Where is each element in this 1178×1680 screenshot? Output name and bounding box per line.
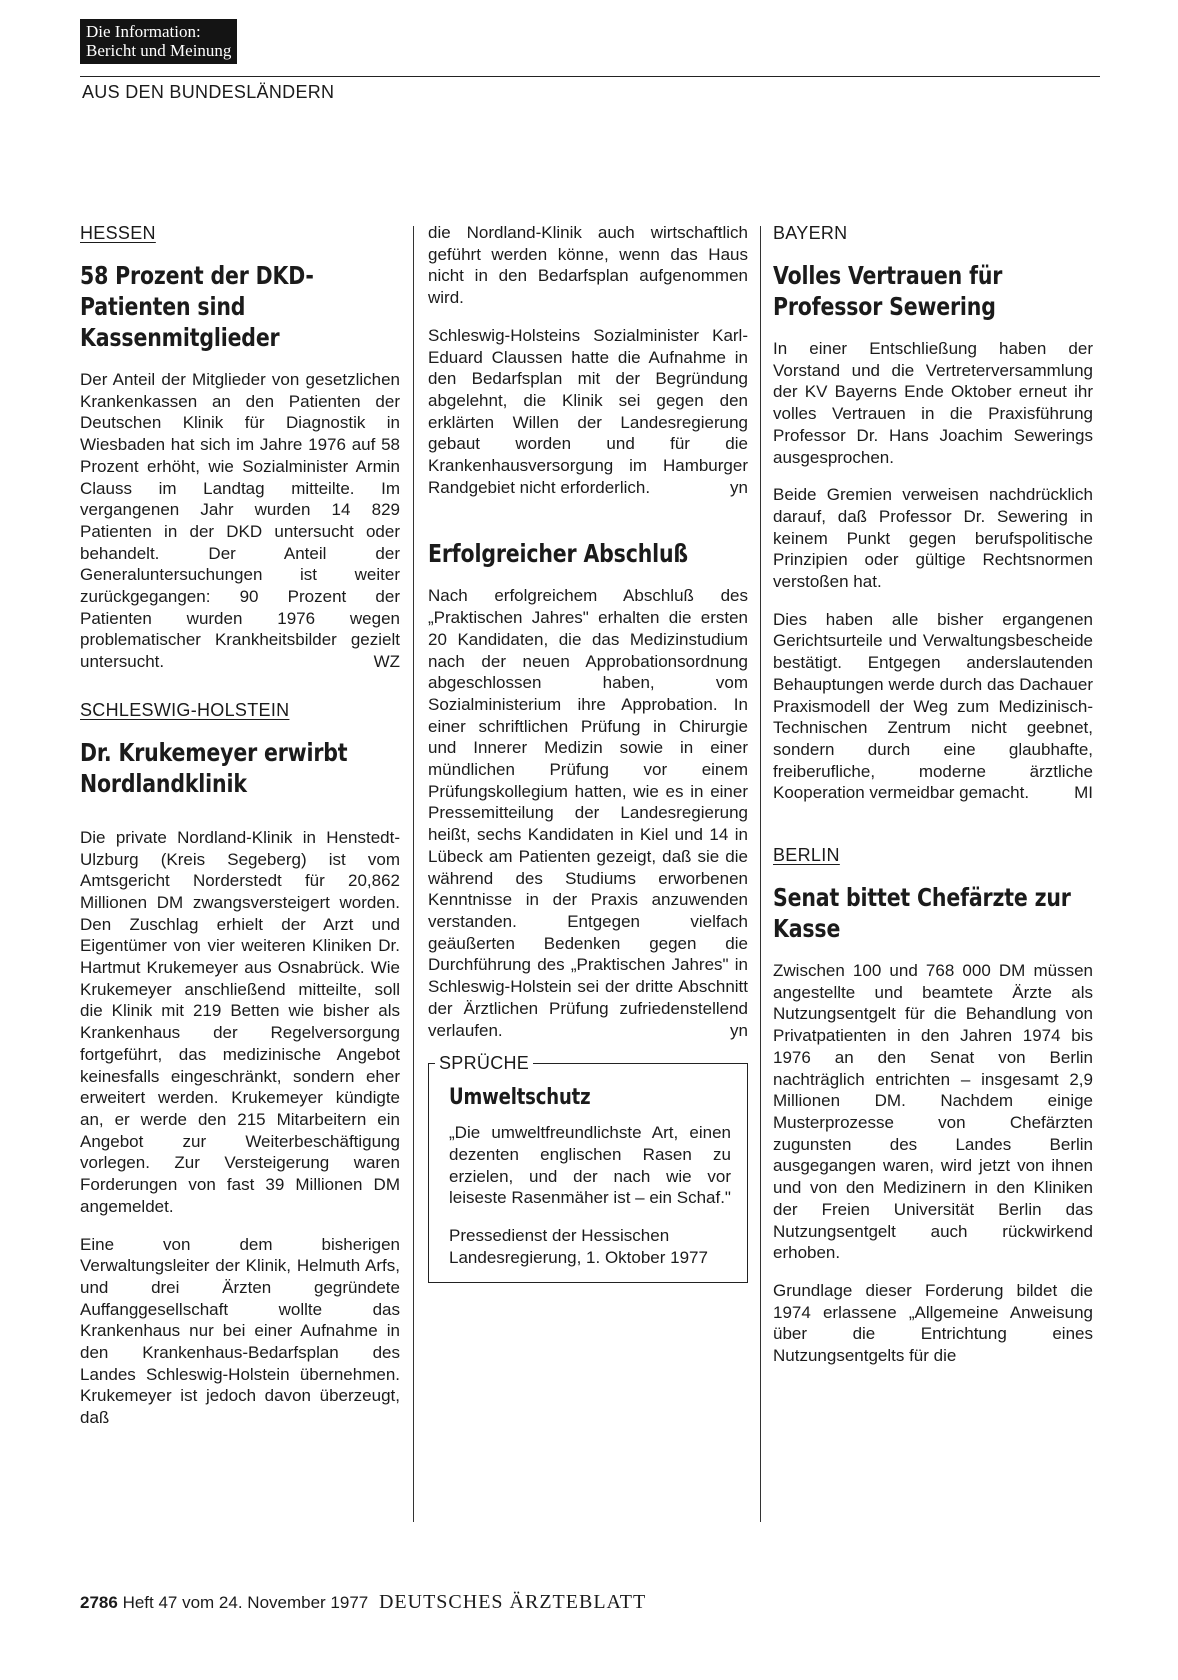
- schleswig-continuation: die Nordland-Klinik auch wirtschaftlich geführt werden könne, wenn das Haus nicht in den Bedarfsplan aufgenommen wird.: [428, 223, 748, 308]
- bayern-text: Dies haben alle bisher ergangenen Gerichtsurteile und Verwaltungsbescheide bestätigt. Entgegen anderslautenden Behauptungen werde durch das Dachauer Praxismodell der Weg zum Medizinisch-Technischen Zentrum nicht geebnet, sondern durch eine glaubhafte, freiberufliche, moderne ärztliche Kooperation vermeidbar gemacht.: [773, 609, 1093, 803]
- column-2: [428, 222, 748, 1283]
- hessen-kicker: HESSEN: [80, 223, 156, 243]
- bayern-signature: MI: [1074, 783, 1093, 803]
- schleswig-paragraph: Eine von dem bisherigen Verwaltungsleiter der Klinik, Helmuth Arfs, und drei Ärzten gegründete Auffanggesellschaft wollte das Krankenhaus nur bei einer Aufnahme in den Krankenhaus-Bedarfsplan des Landes Schleswig-Holstein übernehmen. Krukemeyer ist jedoch davon überzeugt, daß: [80, 1234, 400, 1428]
- hessen-signature: WZ: [373, 652, 400, 672]
- schleswig-signature: yn: [730, 477, 748, 497]
- berlin-headline: Senat bittet Chefärzte zur Kasse: [773, 883, 1071, 944]
- column-divider: [413, 226, 414, 1522]
- rubric-line-1: Die Information:: [86, 22, 201, 41]
- hessen-paragraph: [80, 369, 400, 673]
- berlin-paragraph: Grundlage dieser Forderung bildet die 1974 erlassene „Allgemeine Anweisung über die Entrichtung eines Nutzungsentgelts für die: [773, 1280, 1093, 1366]
- page-footer: [80, 1591, 646, 1614]
- abschluss-text: Nach erfolgreichem Abschluß des „Praktischen Jahres" erhalten die ersten 20 Kandidaten, die das Medizinstudium nach der neuen Approbationsordnung abgeschlossen haben, vom Sozialministerium ihre Approbation. In einer schriftlichen Prüfung in Chirurgie und Innerer Medizin sowie in einer mündlichen Prüfung vor einem Prüfungskollegium hatten, wie es in einer Pressemitteilung der Landesregierung heißt, sechs Kandidaten in Kiel und 14 in Lübeck am Patienten gezeigt, daß sie die während des Studiums erworbenen Kenntnisse in der Praxis anzuwenden verstanden. Entgegen vielfach geäußerten Bedenken gegen die Durchführung des „Praktischen Jahres" in Schleswig-Holstein sei der dritte Abschnitt der Ärztlichen Prüfung zufriedenstellend verlaufen.: [428, 586, 748, 1040]
- bayern-paragraph: In einer Entschließung haben der Vorstand und die Vertreterversammlung der KV Bayerns Ende Oktober erneut ihr volles Vertrauen in die Praxisführung Professor Dr. Hans Joachim Sewerings ausgesprochen.: [773, 339, 1093, 467]
- issue-info: Heft 47 vom 24. November 1977: [122, 1593, 369, 1612]
- rubric-badge: [80, 19, 237, 64]
- schleswig-paragraph: Die private Nordland-Klinik in Henstedt-Ulzburg (Kreis Segeberg) ist vom Amtsgericht Norderstedt für 20,862 Millionen DM zwangsversteigert worden. Den Zuschlag erhielt der Arzt und Eigentümer von vier weiteren Kliniken Dr. Hartmut Krukemeyer aus Osnabrück. Wie Krukemeyer anschließend mitteilte, soll die Klinik mit 219 Betten wie bisher als Krankenhaus der Regelversorgung fortgeführt, das medizinische Angebot keinesfalls eingeschränkt, sondern eher erweitert werden. Krukemeyer kündigte an, er werde den 215 Mitarbeitern ein Angebot zur Weiterbeschäftigung vorlegen. Zur Versteigerung waren Forderungen von fast 39 Millionen DM angemeldet.: [80, 827, 400, 1216]
- bayern-headline: Volles Vertrauen für Professor Sewering: [773, 261, 1003, 321]
- top-rule: [80, 76, 1100, 77]
- bayern-paragraph: [773, 609, 1093, 804]
- section-heading: AUS DEN BUNDESLÄNDERN: [82, 82, 335, 102]
- hessen-text: Der Anteil der Mitglieder von gesetzlichen Krankenkassen an den Patienten der Deutschen Klinik für Diagnostik in Wiesbaden hat sich im Jahre 1976 auf 58 Prozent erhöht, wie Sozialminister Armin Clauss im Landtag mitteilte. Im vergangenen Jahr wurden 14 829 Patienten in der DKD untersucht oder behandelt. Der Anteil der Generaluntersuchungen ist weiter zurückgegangen: 90 Prozent der Patienten wurden 1976 wegen problematischer Krankheitsbilder gezielt untersucht.: [80, 370, 400, 672]
- schleswig-continuation: [428, 325, 748, 499]
- berlin-kicker: BERLIN: [773, 845, 840, 866]
- sprueche-source: Pressedienst der Hessischen Landesregierung, 1. Oktober 1977: [449, 1226, 708, 1267]
- sprueche-label: SPRÜCHE: [435, 1053, 533, 1074]
- berlin-paragraph: Zwischen 100 und 768 000 DM müssen angestellte und beamtete Ärzte als Nutzungsentgelt für die Behandlung von Privatpatienten in den Jahren 1974 bis 1976 an den Senat von Berlin nachträglich entrichten – insgesamt 2,9 Millionen DM. Nachdem einige Musterprozesse von Chefärzten zugunsten des Landes Berlin ausgegangen waren, wird jetzt von ihnen und von den Medizinern in den Kliniken der Freien Universität Berlin das Nutzungsentgelt auch rückwirkend erhoben.: [773, 961, 1093, 1263]
- schleswig-kicker: SCHLESWIG-HOLSTEIN: [80, 699, 290, 720]
- rubric-line-2: Bericht und Meinung: [86, 41, 232, 60]
- bayern-kicker: BAYERN: [773, 223, 848, 243]
- column-divider: [760, 226, 761, 1522]
- sprueche-box: [428, 1053, 748, 1283]
- abschluss-headline: Erfolgreicher Abschluß: [428, 539, 689, 569]
- column-1: [80, 222, 400, 1445]
- sprueche-quote: „Die umweltfreundlichste Art, einen dezenten englischen Rasen zu erzielen, und der nach wie vor leiseste Rasenmäher ist – ein Schaf.": [449, 1123, 731, 1208]
- abschluss-paragraph: [428, 585, 748, 1041]
- bayern-paragraph: Beide Gremien verweisen nachdrücklich darauf, daß Professor Dr. Sewering in keinem Punkt gegen berufspolitische Prinzipien oder gültige Rechtsnormen verstoßen hat.: [773, 485, 1093, 592]
- journal-name: DEUTSCHES ÄRZTEBLATT: [378, 1591, 647, 1613]
- hessen-headline: 58 Prozent der DKD-Patienten sind Kassenmitglieder: [80, 261, 314, 352]
- sprueche-headline: Umweltschutz: [449, 1085, 591, 1111]
- column-3: [773, 222, 1093, 1383]
- page-number: 2786: [80, 1593, 118, 1612]
- schleswig-headline: Dr. Krukemeyer erwirbt Nordlandklinik: [80, 737, 348, 798]
- schleswig-continuation-text: Schleswig-Holsteins Sozialminister Karl-Eduard Claussen hatte die Aufnahme in den Bedarfsplan mit der Begründung abgelehnt, die Klinik sei gegen den erklärten Willen der Landesregierung gebaut worden und für die Krankenhausversorgung im Hamburger Randgebiet nicht erforderlich.: [428, 325, 748, 497]
- abschluss-signature: yn: [730, 1020, 748, 1040]
